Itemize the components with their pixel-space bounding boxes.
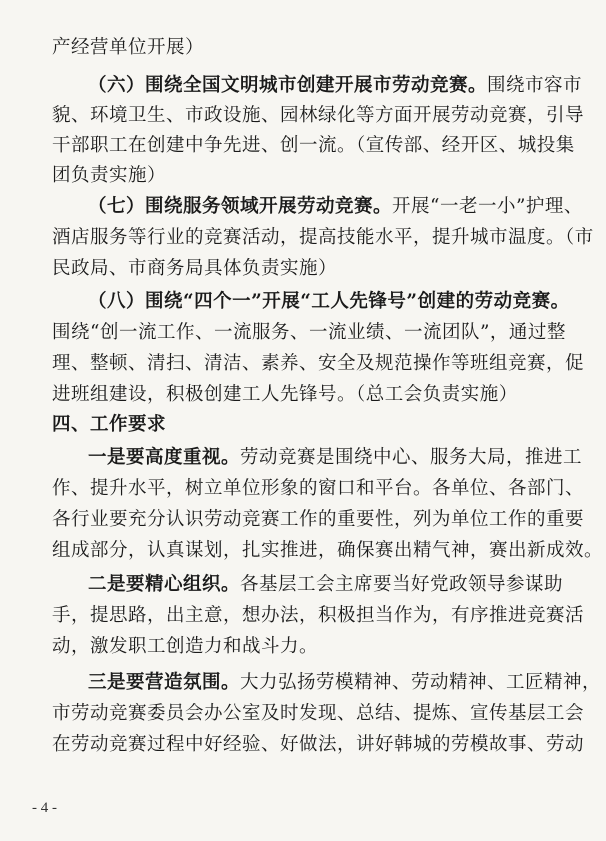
text-line: 围绕“创一流工作、一流服务、一流业绩、一流团队”，通过整: [52, 322, 566, 343]
paragraph-lead-in: （八）围绕“四个一”开展“工人先锋号”创建的劳动竞赛。: [88, 291, 570, 312]
paragraph-lead-in: 三是要营造氛围。: [88, 672, 241, 693]
text-line: 貌、环境卫生、市政设施、园林绿化等方面开展劳动竞赛，引导: [52, 105, 585, 126]
text-line: 进班组建设，积极创建工人先锋号。（总工会负责实施）: [52, 384, 518, 405]
text-line: 各行业要充分认识劳动竞赛工作的重要性，列为单位工作的重要: [52, 509, 585, 530]
page-number: - 4 -: [32, 800, 57, 816]
paragraph-first-line: 三是要营造氛围。大力弘扬劳模精神、劳动精神、工匠精神，: [88, 672, 602, 693]
section-six-title: （六）围绕全国文明城市创建开展市劳动竞赛。围绕市容市: [88, 75, 583, 96]
text-line: 团负责实施）: [52, 165, 167, 186]
paragraph-first-line: 二是要精心组织。各基层工会主席要当好党政领导参谋助: [88, 574, 564, 595]
text-line: 酒店服务等行业的竞赛活动，提高技能水平，提升城市温度。（市: [52, 227, 594, 248]
text-line: 产经营单位开展）: [52, 37, 205, 58]
paragraph-first-line: 一是要高度重视。劳动竞赛是围绕中心、服务大局，推进工: [88, 447, 583, 468]
text-line: 组成部分，认真谋划，扎实推进，确保赛出精气神，赛出新成效。: [52, 540, 604, 561]
paragraph-lead-in: （六）围绕全国文明城市创建开展市劳动竞赛。: [88, 75, 488, 96]
section-heading-work-requirements: 四、工作要求: [52, 414, 167, 435]
text-line: 在劳动竞赛过程中好经验、好做法，讲好韩城的劳模故事、劳动: [52, 734, 585, 755]
text-line: 理、整顿、清扫、清洁、素养、安全及规范操作等班组竞赛，促: [52, 353, 585, 374]
section-eight-title: [88, 290, 570, 314]
paragraph-lead-in: （七）围绕服务领域开展劳动竞赛。: [88, 196, 393, 217]
text-line: 动，激发职工创造力和战斗力。: [52, 636, 319, 657]
paragraph-lead-in: 一是要高度重视。: [88, 447, 241, 468]
text-line: 作、提升水平，树立单位形象的窗口和平台。各单位、各部门、: [52, 478, 585, 499]
text-line: 民政局、市商务局具体负责实施）: [52, 258, 338, 279]
text-line: 干部职工在创建中争先进、创一流。（宣传部、经开区、城投集: [52, 135, 575, 156]
text-line: 市劳动竞赛委员会办公室及时发现、总结、提炼、宣传基层工会: [52, 703, 585, 724]
paragraph-lead-in: 二是要精心组织。: [88, 574, 241, 595]
text-line: 手，提思路，出主意，想办法，积极担当作为，有序推进竞赛活: [52, 605, 585, 626]
section-seven-title: （七）围绕服务领域开展劳动竞赛。开展“一老一小”护理、: [88, 196, 583, 217]
